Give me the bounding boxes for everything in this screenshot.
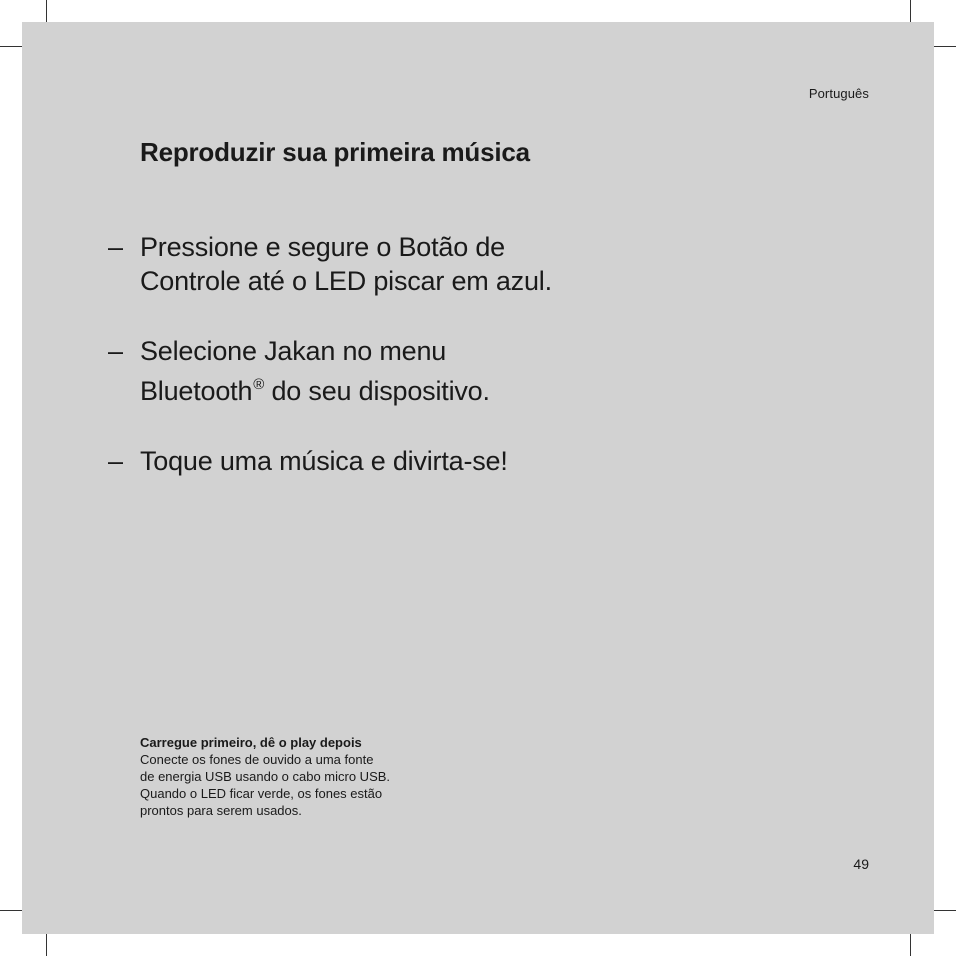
charging-note [140,734,460,819]
step-text-line [140,368,664,408]
note-text: Conecte os fones de ouvido a uma fonte [140,752,374,767]
step-text: Controle até o LED piscar em azul. [140,266,552,296]
page-title: Reproduzir sua primeira música [140,137,530,167]
registered-mark: ® [253,376,265,393]
step-text: Bluetooth [140,376,253,406]
step-text: Selecione Jakan no menu [140,336,447,366]
dash-bullet: – [108,232,123,262]
language-label: Português [808,86,869,101]
note-title: Carregue primeiro, dê o play depois [140,735,362,750]
step-text: Pressione e segure o Botão de [140,232,505,262]
steps-list [104,230,664,514]
note-text: prontos para serem usados. [140,803,302,818]
dash-bullet: – [108,446,123,476]
step-text: do seu dispositivo. [264,376,490,406]
page-number: 49 [853,856,869,872]
list-item [104,334,664,408]
note-text: Quando o LED ficar verde, os fones estão [140,786,383,801]
list-item [104,444,664,478]
step-text: Toque uma música e divirta-se! [140,446,508,476]
note-text: de energia USB usando o cabo micro USB. [140,769,391,784]
list-item [104,230,664,298]
dash-bullet: – [108,336,123,366]
